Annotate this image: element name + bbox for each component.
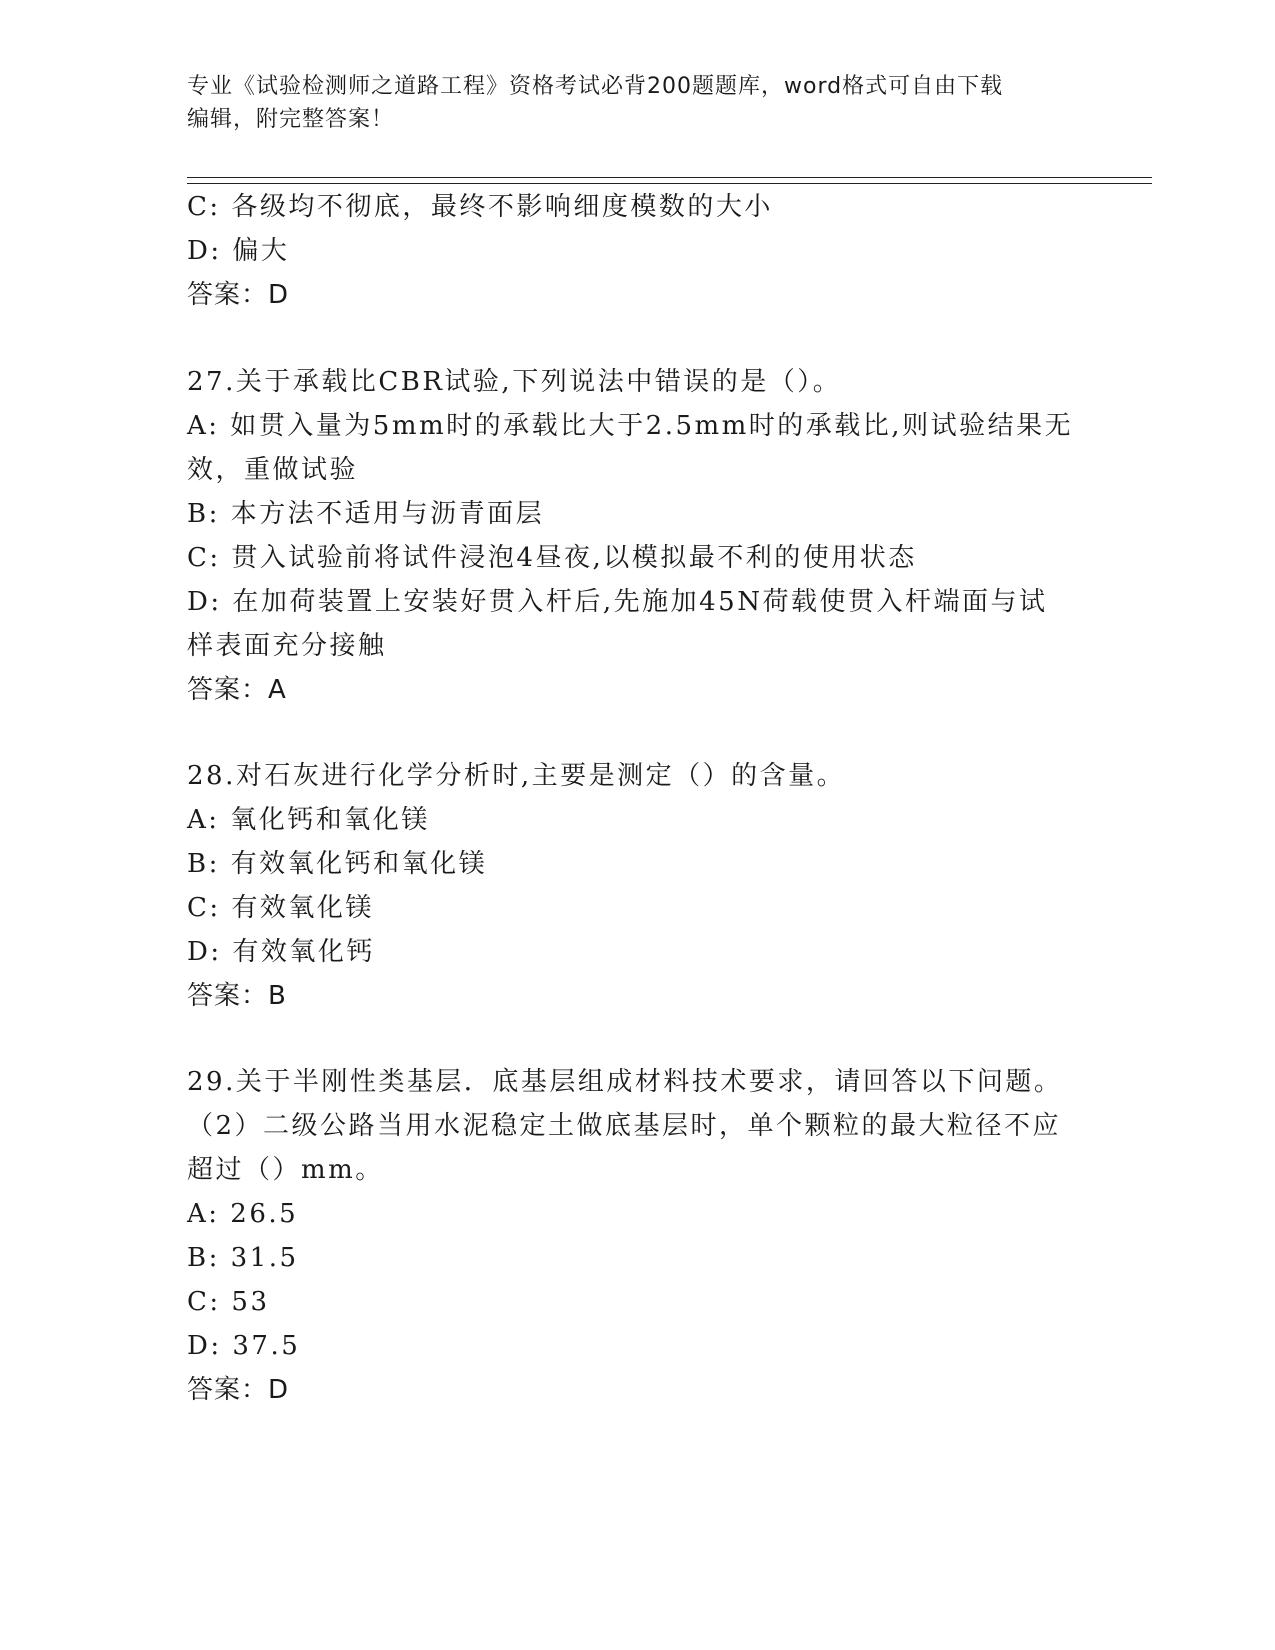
q28-option-d: D: 有效氧化钙 <box>187 937 375 967</box>
q28-option-c: C: 有效氧化镁 <box>187 893 374 923</box>
q27-stem: 27.关于承载比CBR试验,下列说法中错误的是（）。 <box>187 367 842 397</box>
header-title-line-2: 编辑，附完整答案！ <box>187 107 395 132</box>
q28-answer: 答案：B <box>187 981 287 1011</box>
q27-option-d-line-2: 样表面充分接触 <box>187 631 387 661</box>
q29-option-d: D: 37.5 <box>187 1331 301 1361</box>
q27-option-a-line-1: A: 如贯入量为5mm时的承载比大于2.5mm时的承载比,则试验结果无 <box>187 411 1074 441</box>
q27-answer: 答案：A <box>187 675 287 705</box>
q28-option-a: A: 氧化钙和氧化镁 <box>187 805 430 835</box>
q29-stem-line-1: 29.关于半刚性类基层．底基层组成材料技术要求，请回答以下问题。 <box>187 1067 1063 1097</box>
q27-option-d-line-1: D: 在加荷装置上安装好贯入杆后,先施加45N荷载使贯入杆端面与试 <box>187 587 1048 617</box>
header-divider-top <box>187 177 1152 178</box>
prev-option-d: D: 偏大 <box>187 236 290 266</box>
q27-option-c: C: 贯入试验前将试件浸泡4昼夜,以模拟最不利的使用状态 <box>187 543 917 573</box>
prev-option-c: C: 各级均不彻底，最终不影响细度模数的大小 <box>187 192 773 222</box>
q29-option-b: B: 31.5 <box>187 1243 299 1273</box>
prev-answer: 答案：D <box>187 280 290 310</box>
header-divider-bottom <box>187 183 1152 184</box>
q27-option-b: B: 本方法不适用与沥青面层 <box>187 499 545 529</box>
q29-stem-line-2: （2）二级公路当用水泥稳定土做底基层时，单个颗粒的最大粒径不应 <box>187 1111 1062 1141</box>
q29-stem-line-3: 超过（）mm。 <box>187 1155 384 1185</box>
q28-stem: 28.对石灰进行化学分析时,主要是测定（）的含量。 <box>187 761 846 791</box>
header-title-line-1: 专业《试验检测师之道路工程》资格考试必背200题题库，word格式可自由下载 <box>187 74 1004 99</box>
q27-option-a-line-2: 效，重做试验 <box>187 455 359 485</box>
q28-option-b: B: 有效氧化钙和氧化镁 <box>187 849 488 879</box>
q29-option-c: C: 53 <box>187 1287 270 1317</box>
q29-option-a: A: 26.5 <box>187 1199 299 1229</box>
document-header <box>187 70 1087 136</box>
q29-answer: 答案：D <box>187 1375 290 1405</box>
